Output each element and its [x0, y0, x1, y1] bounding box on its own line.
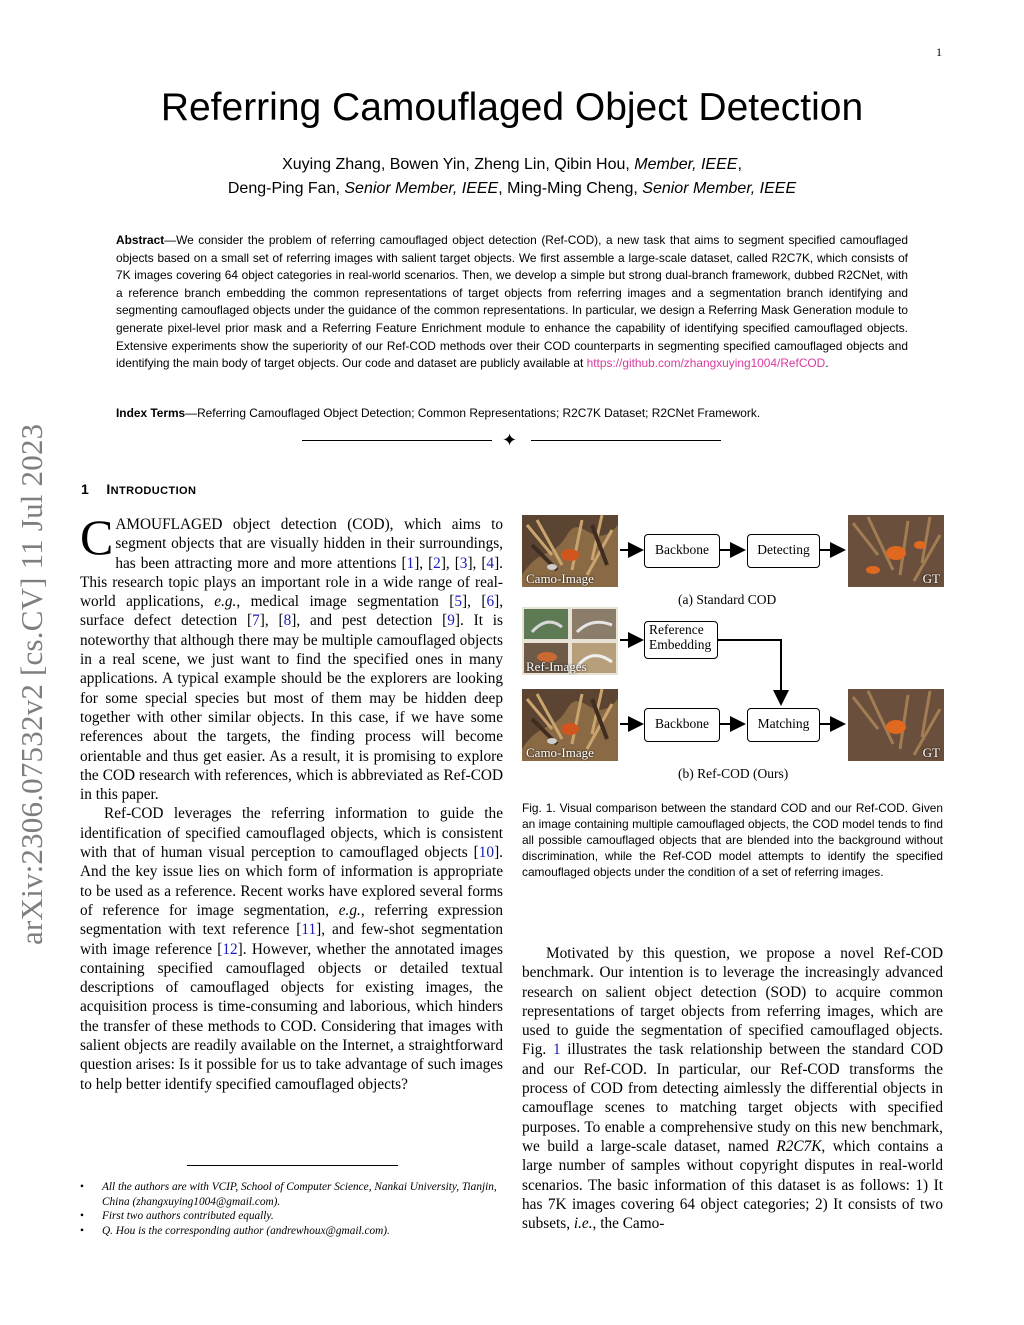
camo-image-label: Camo-Image: [526, 571, 594, 586]
footnotes: [80, 1180, 503, 1238]
author-role: Member, IEEE: [634, 156, 738, 173]
footnote-rule: [187, 1165, 398, 1166]
footnote-item: • All the authors are with VCIP, School of Computer Science, Nankai University, Tianjin, China (zhangxuying1004@gmail.com).: [80, 1180, 503, 1209]
citation-link[interactable]: 3: [459, 554, 468, 572]
citation-link[interactable]: 4: [486, 554, 495, 572]
text-run: Motivated by this question, we propose a novel Ref-COD benchmark. Our intention is to leverage the increasingly advanced research on salient object detection (SOD) to acquire common representations of target objects from referring images, which are used to guide the segmentation of specified camouflaged objects. Fig.: [522, 945, 943, 1059]
footnote-item: • First two authors contributed equally.: [80, 1209, 503, 1224]
arrow-embedding-to-matching: [718, 640, 781, 704]
text-run: ], [: [440, 554, 460, 572]
author-punct: ,: [737, 156, 742, 173]
text-run: ], [: [259, 612, 284, 630]
authors: [0, 153, 1024, 201]
text-run: ]. However, whether the annotated images containing specified camouflaged objects or detailed textual descriptions of camouflaged objects for existing images, the acquisition process is time-consuming and laborious, which hinders the transfer of these methods to COD. Considering that images with salient objects are readily available on the Internet, a straightforward question arises: Is it possible for us to take advantage of such images to help better identify specified camouflaged objects?: [80, 940, 503, 1093]
subfigure-caption-b: (b) Ref-COD (Ours): [678, 766, 789, 781]
text-run: ], [: [467, 554, 487, 572]
text-run: ], [: [462, 593, 487, 611]
abstract-label: Abstract: [116, 233, 165, 247]
page-number: 1: [936, 45, 942, 59]
text-run: , referring expression segmentation with text reference [: [80, 901, 503, 939]
ref-images: [522, 607, 618, 675]
text-run: , medical image segmentation [: [236, 593, 455, 611]
citation-link[interactable]: 10: [478, 844, 495, 862]
intro-paragraph-3: [522, 944, 943, 1233]
author-role: Senior Member, IEEE: [642, 180, 797, 197]
backbone-box: Backbone: [644, 708, 720, 742]
reference-embedding-line-2: Embedding: [649, 637, 712, 652]
citation-link[interactable]: 7: [252, 612, 260, 630]
citation-link[interactable]: 8: [283, 612, 292, 630]
text-run: ], [: [414, 554, 434, 572]
author-names: Xuying Zhang, Bowen Yin, Zheng Lin, Qibin Hou,: [282, 156, 635, 173]
footnote-item: • Q. Hou is the corresponding author (andrewhoux@gmail.com).: [80, 1224, 503, 1239]
text-run: illustrates the task relationship between the standard COD and our Ref-COD. In particular, our Ref-COD transforms the process of COD from detecting aimlessly the differential objects in camouflage scenes to matching target objects with specified purposes. To enable a comprehensive study on this new benchmark, we build a large-scale dataset, named: [522, 1041, 943, 1155]
separator-rule-left: [302, 440, 492, 441]
small-caps-word: AMOUFLAGED: [115, 516, 223, 533]
citation-link[interactable]: 2: [433, 554, 441, 572]
code-link[interactable]: https://github.com/zhangxuying1004/RefCOD: [586, 356, 826, 371]
text-run: e.g.: [338, 901, 361, 919]
right-column: [522, 944, 943, 1233]
text-run: , the Camo-: [592, 1215, 665, 1233]
text-run: ], and few-shot segmentation with image reference [: [80, 921, 503, 958]
figure-caption: Fig. 1. Visual comparison between the standard COD and our Ref-COD. Given an image containing multiple camouflaged objects, the COD model tends to find all possible camouflaged objects that are blended into the background without discrimination, while the Ref-COD model attempts to identify the specified camouflaged objects under the condition of a set of referring images.: [522, 801, 943, 879]
gt-image-top: [848, 515, 944, 587]
detecting-box: Detecting: [747, 534, 820, 568]
text-run: ]. And the key issue lies on which form of information is appropriate to be used as a reference. Recent works have explored several forms of reference for image segmentation,: [80, 844, 503, 919]
text-run: ]. It is noteworthy that although there may be multiple camouflaged objects in a real scene, we just want to find the specified ones in many applications. A typical example should be the explorers are looking for some special species but most of them may be hidden deep together with other similar objects. In this case, if we have some references about the targets, the finding process will become orientable and thus get easier. As a result, it is promising to explore the COD research with references, which is abbreviated as Ref-COD in this paper.: [80, 612, 503, 804]
abstract-text: —We consider the problem of referring camouflaged object detection (Ref-COD), a new task that aims to segment specified camouflaged objects based on a small set of referring images with salient target objects. We first assemble a large-scale dataset, called R2C7K, which consists of 7K images covering 64 object categories in real-world scenarios. Then, we develop a simple but strong dual-branch framework, dubbed R2CNet, with a reference branch embedding the common representations of target objects from referring images and a segmentation branch identifying and segmenting camouflaged objects under the guidance of the common representations. In particular, we design a Referring Mask Generation module to generate pixel-level prior mask and a Referring Feature Enrichment module to enhance the capability of identifying specified camouflaged objects. Extensive experiments show the superiority of our Ref-COD methods over their COD counterparts in segmenting specified camouflaged objects and identifying the main body of target objects. Our code and dataset are publicly available at: [116, 233, 908, 371]
intro-paragraph-2: [80, 804, 503, 1093]
paper-title: Referring Camouflaged Object Detection: [160, 86, 864, 129]
gt-label: GT: [922, 745, 940, 760]
citation-link[interactable]: 1: [406, 554, 415, 572]
abstract: [116, 232, 908, 373]
index-terms-label: Index Terms: [116, 406, 186, 420]
reference-embedding-box: [644, 621, 718, 659]
intro-paragraph-1: [80, 509, 504, 804]
text-run: ], and pest detection [: [291, 612, 448, 630]
text-run: R2C7K: [776, 1137, 822, 1155]
index-terms-text: —Referring Camouflaged Object Detection; Common Representations; R2C7K Dataset; R2CNet Framework.: [185, 406, 761, 420]
text-run: Ref-COD leverages the referring information to guide the identification of specified camouflaged objects, which is consistent with that of human visual perception to camouflaged objects [: [80, 805, 503, 862]
citation-link[interactable]: 11: [301, 921, 317, 939]
index-terms: [116, 405, 908, 422]
ref-images-label: Ref-Images: [526, 659, 587, 674]
reference-embedding-line-1: Reference: [649, 622, 704, 637]
abstract-end: .: [825, 356, 829, 371]
text-run: , which contains a large number of samples without copyright disputes in real-world scenarios. The basic information of this dataset is as follows: 1) It has 7K images covering 64 object categories; 2) It consists of two subsets,: [522, 1137, 944, 1233]
separator-rule-right: [531, 440, 721, 441]
section-title-initial: I: [106, 481, 111, 497]
authors-line-2: [0, 177, 1024, 201]
section-number: 1: [81, 481, 90, 497]
figure-1: [522, 512, 946, 787]
drop-cap: C: [80, 509, 114, 565]
figure-link[interactable]: 1: [552, 1041, 561, 1059]
citation-link[interactable]: 5: [454, 593, 462, 611]
author-role: Senior Member, IEEE: [344, 180, 499, 197]
backbone-box: Backbone: [644, 534, 720, 568]
gt-label: GT: [922, 571, 940, 586]
left-column: [80, 509, 504, 1094]
camo-image-label: Camo-Image: [526, 745, 594, 760]
citation-link[interactable]: 12: [222, 940, 238, 958]
text-run: ]. This research topic plays an important role in a wide range of real-world applications,: [80, 554, 503, 611]
section-heading: [81, 481, 196, 497]
camo-image-top: [522, 515, 618, 587]
subfigure-caption-a: (a) Standard COD: [678, 592, 777, 607]
author-names: , Ming-Ming Cheng,: [498, 180, 643, 197]
text-run: i.e.: [573, 1215, 593, 1233]
matching-box: Matching: [747, 708, 820, 742]
text-run: object detection (COD), which aims to segment objects that are visually hidden in their surroundings, has been attracting more and more attentions [: [115, 516, 503, 572]
citation-link[interactable]: 9: [447, 612, 455, 630]
citation-link[interactable]: 6: [486, 593, 495, 611]
separator-diamond-icon: ✦: [502, 430, 518, 450]
gt-image-bottom: [848, 689, 944, 761]
section-title-rest: NTRODUCTION: [110, 485, 197, 497]
authors-line-1: [0, 153, 1024, 177]
camo-image-bottom: [522, 689, 618, 761]
text-run: e.g.: [214, 593, 237, 611]
text-run: ], surface defect detection [: [80, 593, 504, 630]
author-names: Deng-Ping Fan,: [227, 180, 345, 197]
arxiv-stamp: arXiv:2306.07532v2 [cs.CV] 11 Jul 2023: [14, 423, 49, 945]
